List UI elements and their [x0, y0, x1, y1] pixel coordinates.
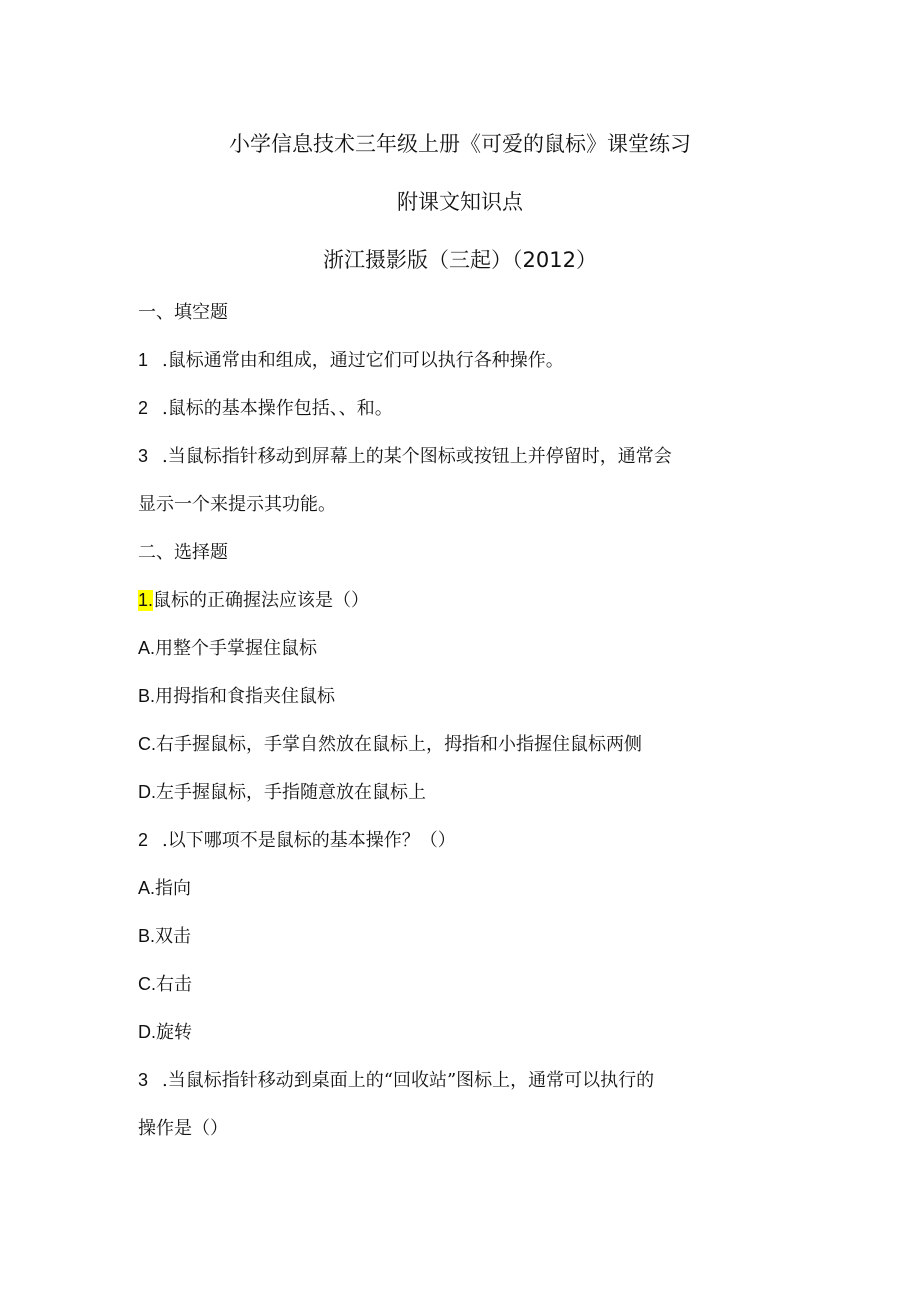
- choice-q2-option-d: [138, 1018, 192, 1044]
- question-number: 2: [138, 830, 149, 850]
- question-text: .当鼠标指针移动到屏幕上的某个图标或按钮上并停留时，通常会: [162, 446, 672, 467]
- option-text: 用整个手掌握住鼠标: [155, 638, 318, 659]
- option-text: 右击: [156, 974, 192, 995]
- option-text: 左手握鼠标，手指随意放在鼠标上: [156, 782, 426, 803]
- option-text: 右手握鼠标，手掌自然放在鼠标上，拇指和小指握住鼠标两侧: [156, 734, 642, 755]
- question-number: 3: [138, 446, 149, 466]
- question-text: .鼠标的基本操作包括、、和。: [162, 398, 393, 419]
- choice-q1-option-d: [138, 778, 426, 804]
- choice-question-3: [138, 1066, 654, 1092]
- question-text: 鼠标的正确握法应该是（）: [153, 590, 370, 611]
- option-text: 用拇指和食指夹住鼠标: [155, 686, 336, 707]
- fill-question-3: [138, 442, 672, 468]
- option-letter: D.: [138, 1022, 156, 1042]
- fill-question-1: [138, 346, 564, 372]
- section-heading-choice: 二、选择题: [138, 542, 228, 563]
- question-text: .当鼠标指针移动到桌面上的“回收站”图标上，通常可以执行的: [162, 1070, 655, 1091]
- option-letter: A.: [138, 878, 156, 898]
- option-letter: B.: [138, 926, 156, 946]
- question-number: 3: [138, 1070, 149, 1090]
- choice-question-3-continued: 操作是（）: [138, 1118, 228, 1139]
- choice-q1-option-b: [138, 682, 335, 708]
- option-letter: C.: [138, 734, 156, 754]
- fill-question-3-continued: 显示一个来提示其功能。: [138, 494, 336, 515]
- choice-q1-option-c: [138, 730, 642, 756]
- option-text: 旋转: [156, 1022, 192, 1043]
- document-title: 小学信息技术三年级上册《可爱的鼠标》课堂练习: [229, 132, 691, 156]
- choice-question-1: [138, 586, 369, 612]
- option-letter: D.: [138, 782, 156, 802]
- question-text: .以下哪项不是鼠标的基本操作？（）: [162, 830, 456, 851]
- choice-question-2: [138, 826, 456, 852]
- option-text: 双击: [155, 926, 192, 947]
- choice-q1-option-a: [138, 634, 317, 660]
- choice-q2-option-b: [138, 922, 191, 948]
- question-text: .鼠标通常由和组成，通过它们可以执行各种操作。: [162, 350, 564, 371]
- choice-q2-option-c: [138, 970, 192, 996]
- fill-question-2: [138, 394, 393, 420]
- option-letter: B.: [138, 686, 156, 706]
- question-number: 1: [138, 350, 149, 370]
- option-letter: A.: [138, 638, 156, 658]
- option-letter: C.: [138, 974, 156, 994]
- choice-q2-option-a: [138, 874, 191, 900]
- document-subtitle: 附课文知识点: [397, 190, 523, 214]
- question-number: 2: [138, 398, 149, 418]
- section-heading-fill-blank: 一、填空题: [138, 302, 228, 323]
- option-text: 指向: [155, 878, 192, 899]
- document-edition: 浙江摄影版（三起）（2012）: [323, 248, 597, 272]
- highlighted-question-number: 1.: [138, 590, 154, 610]
